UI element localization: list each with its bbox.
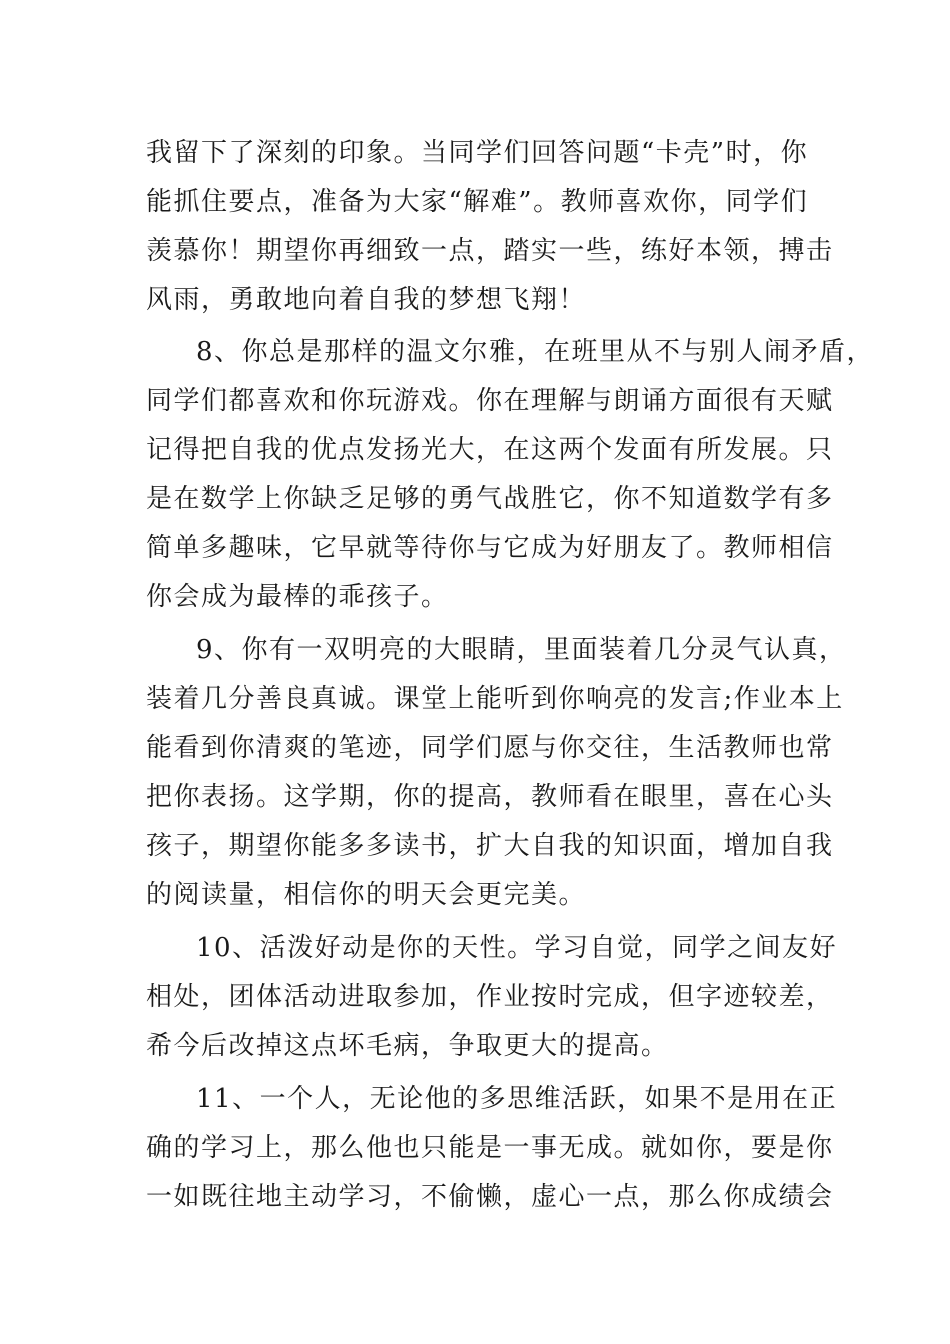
text-line: 是在数学上你缺乏足够的勇气战胜它，你不知道数学有多: [146, 484, 834, 514]
text-line: 确的学习上，那么他也只能是一事无成。就如你，要是你: [146, 1133, 834, 1163]
text-line: 装着几分善良真诚。课堂上能听到你响亮的发言;作业本上: [146, 684, 844, 714]
paragraph-10-first-line: 10、活泼好动是你的天性。学习自觉，同学之间友好: [196, 933, 838, 963]
paragraph-9-first-line: 9、你有一双明亮的大眼睛，里面装着几分灵气认真，: [196, 635, 847, 665]
text-line: 能看到你清爽的笔迹，同学们愿与你交往，生活教师也常: [146, 733, 834, 763]
text-line: 记得把自我的优点发扬光大，在这两个发面有所发展。只: [146, 435, 834, 465]
text-line: 把你表扬。这学期，你的提高，教师看在眼里，喜在心头: [146, 782, 834, 812]
text-line: 能抓住要点，准备为大家“解难”。教师喜欢你，同学们: [146, 187, 809, 217]
text-line: 一如既往地主动学习，不偷懒，虚心一点，那么你成绩会: [146, 1182, 834, 1212]
text-line: 我留下了深刻的印象。当同学们回答问题“卡壳”时，你: [146, 138, 809, 168]
text-line: 相处，团体活动进取参加，作业按时完成，但字迹较差，: [146, 982, 834, 1012]
text-line: 希今后改掉这点坏毛病，争取更大的提高。: [146, 1031, 669, 1061]
text-line: 孩子，期望你能多多读书，扩大自我的知识面，增加自我: [146, 831, 834, 861]
text-line: 羡慕你！期望你再细致一点，踏实一些，练好本领，搏击: [146, 236, 834, 266]
text-line: 你会成为最棒的乖孩子。: [146, 582, 449, 612]
text-line: 风雨，勇敢地向着自我的梦想飞翔！: [146, 285, 587, 315]
text-line: 同学们都喜欢和你玩游戏。你在理解与朗诵方面很有天赋: [146, 386, 834, 416]
text-line: 简单多趣味，它早就等待你与它成为好朋友了。教师相信: [146, 533, 834, 563]
paragraph-11-first-line: 11、一个人，无论他的多思维活跃，如果不是用在正: [196, 1084, 838, 1114]
text-line: 的阅读量，相信你的明天会更完美。: [146, 880, 587, 910]
paragraph-8-first-line: 8、你总是那样的温文尔雅，在班里从不与别人闹矛盾，: [196, 337, 875, 367]
